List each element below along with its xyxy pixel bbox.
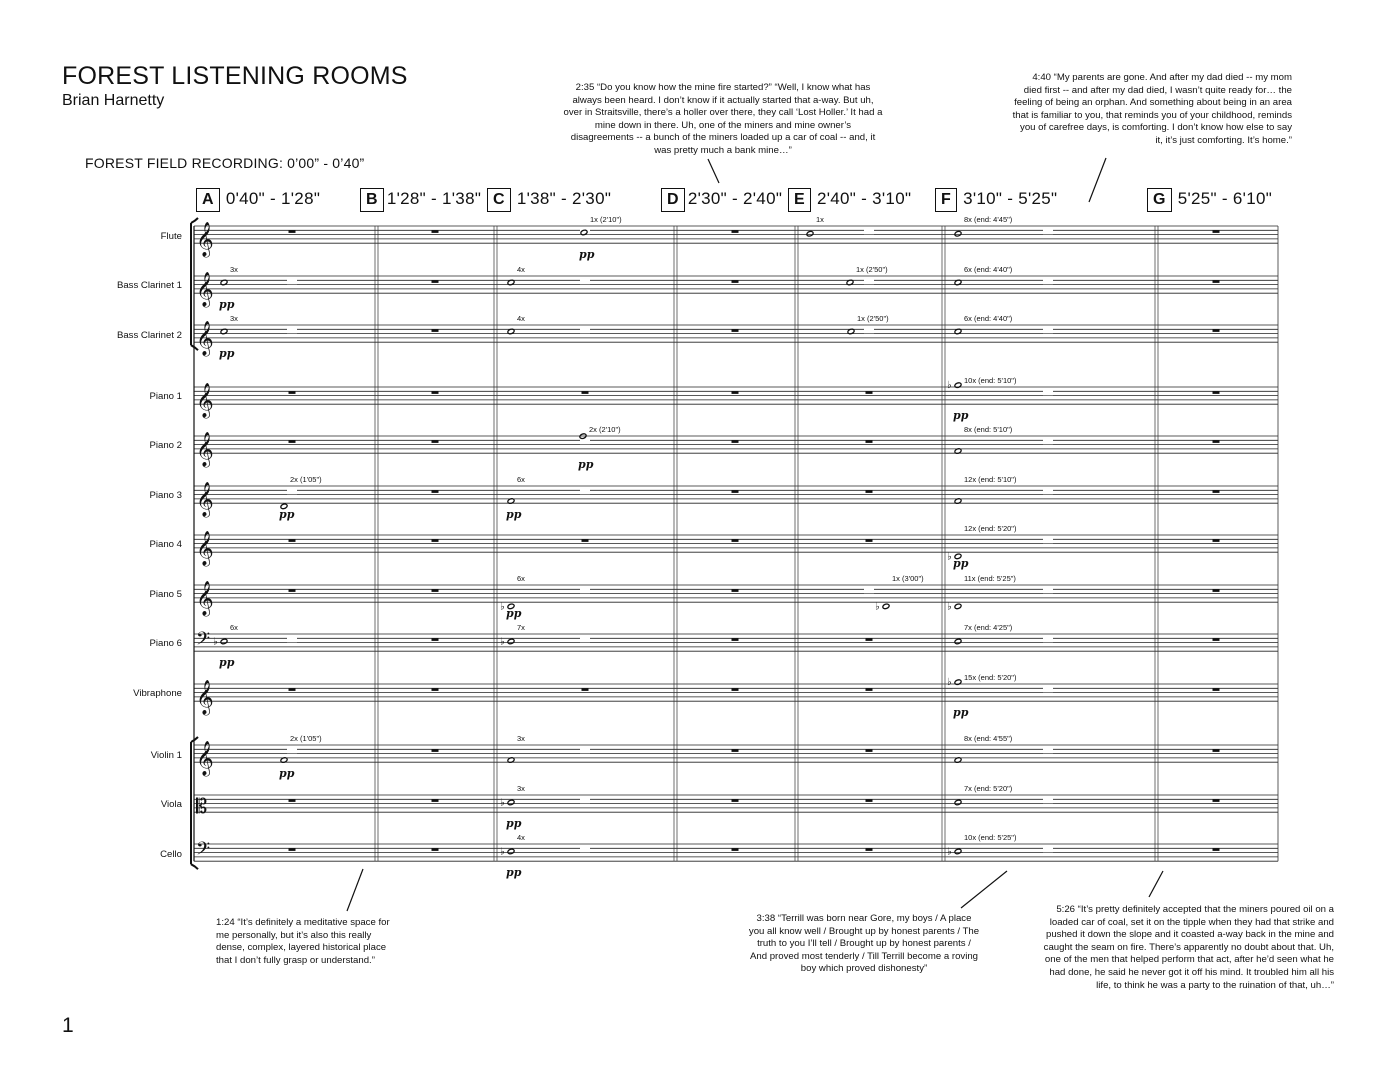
rehearsal-time: 5'25" - 6'10" <box>1177 189 1273 208</box>
whole-rest <box>432 280 439 283</box>
rest-mask <box>580 637 590 642</box>
whole-rest <box>1213 280 1220 283</box>
flat-icon: ♭ <box>875 601 880 613</box>
repeat-annotation: 4x <box>517 833 525 842</box>
repeat-annotation: 7x (end: 5'20") <box>964 784 1013 793</box>
rehearsal-letter: A <box>196 188 220 212</box>
whole-rest <box>432 391 439 394</box>
whole-rest <box>582 539 589 542</box>
whole-rest <box>1213 539 1220 542</box>
rest-mask <box>1043 279 1053 284</box>
repeat-annotation: 2x (2'10") <box>589 425 621 434</box>
repeat-annotation: 11x (end: 5'25") <box>964 574 1016 583</box>
repeat-annotation: 7x (end: 4'25") <box>964 623 1013 632</box>
instrument-label: Piano 1 <box>149 391 182 402</box>
whole-note <box>882 603 890 609</box>
rest-mask <box>580 748 590 753</box>
whole-rest <box>866 688 873 691</box>
whole-rest <box>1213 749 1220 752</box>
rehearsal-time: 2'40" - 3'10" <box>816 189 912 208</box>
whole-rest <box>432 490 439 493</box>
rehearsal-letter: F <box>935 188 957 212</box>
flat-icon: ♭ <box>947 846 952 858</box>
whole-rest <box>866 539 873 542</box>
whole-note <box>954 603 962 609</box>
dynamic-pp: pp <box>279 767 295 781</box>
flat-icon: ♭ <box>500 636 505 648</box>
whole-note <box>954 848 962 854</box>
rehearsal-letter: B <box>360 188 384 212</box>
whole-rest <box>1213 329 1220 332</box>
dynamic-pp: pp <box>506 866 522 880</box>
whole-rest <box>732 490 739 493</box>
rest-mask <box>864 588 874 593</box>
whole-rest <box>289 539 296 542</box>
instrument-label: Bass Clarinet 1 <box>116 280 182 291</box>
treble-clef-icon: 𝄞 <box>196 741 214 777</box>
treble-clef-icon: 𝄞 <box>196 482 214 518</box>
flat-icon: ♭ <box>947 601 952 613</box>
repeat-annotation: 3x <box>230 314 238 323</box>
whole-note <box>806 231 814 237</box>
rest-mask <box>580 588 590 593</box>
treble-clef-icon: 𝄞 <box>196 680 214 716</box>
repeat-annotation: 12x (end: 5'10") <box>964 475 1017 484</box>
flat-icon: ♭ <box>500 797 505 809</box>
whole-rest <box>432 230 439 233</box>
rest-mask <box>1043 748 1053 753</box>
flat-icon: ♭ <box>947 551 952 563</box>
whole-note <box>507 848 515 854</box>
rest-mask <box>1043 847 1053 852</box>
whole-rest <box>432 440 439 443</box>
rest-mask <box>1043 489 1053 494</box>
quote-leader-line <box>347 869 363 911</box>
whole-note <box>220 638 228 644</box>
repeat-annotation: 12x (end: 5'20") <box>964 524 1017 533</box>
rehearsal-time: 3'10" - 5'25" <box>963 189 1058 208</box>
instrument-label: Piano 2 <box>149 440 182 451</box>
repeat-annotation: 7x <box>517 623 525 632</box>
repeat-annotation: 8x (end: 4'45") <box>964 215 1013 224</box>
rest-mask <box>580 489 590 494</box>
whole-rest <box>289 440 296 443</box>
whole-rest <box>432 589 439 592</box>
whole-rest <box>432 329 439 332</box>
alto-clef-icon: 𝄡 <box>196 794 208 819</box>
repeat-annotation: 1x (2'10") <box>590 215 622 224</box>
repeat-annotation: 2x (1'05") <box>290 734 322 743</box>
whole-rest <box>732 799 739 802</box>
dynamic-pp: pp <box>578 458 594 472</box>
instrument-label: Piano 6 <box>149 638 182 649</box>
whole-rest <box>866 440 873 443</box>
rest-mask <box>287 748 297 753</box>
repeat-annotation: 3x <box>517 784 525 793</box>
dynamic-pp: pp <box>506 607 522 621</box>
whole-rest <box>1213 848 1220 851</box>
rest-mask <box>580 439 590 444</box>
page-number: 1 <box>62 1014 74 1037</box>
dynamic-pp: pp <box>953 706 969 720</box>
whole-rest <box>732 848 739 851</box>
dynamic-pp: pp <box>219 347 235 361</box>
whole-rest <box>866 638 873 641</box>
repeat-annotation: 3x <box>230 265 238 274</box>
repeat-annotation: 6x <box>230 623 238 632</box>
field-recording-label: FOREST FIELD RECORDING: 0’00” - 0’40” <box>85 155 365 171</box>
rest-mask <box>287 489 297 494</box>
dynamic-pp: pp <box>506 508 522 522</box>
repeat-annotation: 6x <box>517 475 525 484</box>
flat-icon: ♭ <box>947 677 952 689</box>
repeat-annotation: 1x (2'50") <box>857 314 889 323</box>
whole-note <box>954 231 962 237</box>
dynamic-pp: pp <box>279 508 295 522</box>
flat-icon: ♭ <box>500 601 505 613</box>
rest-mask <box>864 229 874 234</box>
whole-note <box>954 638 962 644</box>
whole-rest <box>432 799 439 802</box>
rehearsal-time: 2'30" - 2'40" <box>687 189 783 208</box>
rest-mask <box>1043 328 1053 333</box>
rest-mask <box>1043 687 1053 692</box>
rehearsal-letter: D <box>661 188 685 212</box>
repeat-annotation: 3x <box>517 734 525 743</box>
repeat-annotation: 10x (end: 5'10") <box>964 376 1017 385</box>
rehearsal-time: 1'38" - 2'30" <box>516 189 612 208</box>
quote-leader-line <box>1089 158 1106 202</box>
treble-clef-icon: 𝄞 <box>196 383 214 419</box>
whole-rest <box>1213 440 1220 443</box>
rest-mask <box>1043 588 1053 593</box>
instrument-label: Piano 4 <box>149 539 182 550</box>
whole-rest <box>732 589 739 592</box>
whole-rest <box>289 848 296 851</box>
whole-rest <box>432 688 439 691</box>
dynamic-pp: pp <box>579 248 595 262</box>
whole-rest <box>732 280 739 283</box>
whole-rest <box>289 589 296 592</box>
rest-mask <box>580 279 590 284</box>
flat-icon: ♭ <box>947 380 952 392</box>
whole-note <box>507 799 515 805</box>
flat-icon: ♭ <box>500 846 505 858</box>
whole-rest <box>1213 638 1220 641</box>
quote-leader-line <box>708 159 719 183</box>
quote-2-35: 2:35 “Do you know how the mine fire started?” “Well, I know what has always been heard. I don’t know if it actually started that a-way. But uh, over in Straitsville, there’s a holler over there, they call ‘Lost Holler.’ It had a mine down in there. Uh, one of the miners and mine owner’s disagreements -- a bunch of the miners loaded up a car of coal -- and, it was pretty much a bank mine…” <box>563 82 883 156</box>
quote-leader-line <box>961 871 1007 908</box>
bass-clef-icon: 𝄢 <box>196 838 211 864</box>
whole-rest <box>866 799 873 802</box>
whole-rest <box>732 391 739 394</box>
whole-rest <box>732 539 739 542</box>
instrument-label: Flute <box>160 231 182 242</box>
rest-mask <box>1043 390 1053 395</box>
quote-4-40: 4:40 “My parents are gone. And after my dad died -- my mom died first -- and after my dad died, I wasn’t quite ready for… the feeling of being an orphan. And something about being in an area that is familiar to you, that reminds you of your childhood, reminds you of carefree days, is comforting. I don’t know how else to say it, it’s just comforting. It’s home.” <box>1012 72 1292 146</box>
rest-mask <box>287 328 297 333</box>
whole-rest <box>432 749 439 752</box>
quote-5-26: 5:26 “It’s pretty definitely accepted that the miners poured oil on a loaded car of coal, set it on the tipple when they had that strike and pushed it down the slope and it coasted a-way back in the mine and caught the seam on fire. There’s apparently no doubt about that. Uh, one of the men that helped perform that act, after he’d seen what he had done, he said he never got it off his mind. It troubled him all his life, to think he was a party to the ruination of that, uh…” <box>1043 904 1334 991</box>
treble-clef-icon: 𝄞 <box>196 432 214 468</box>
whole-rest <box>582 688 589 691</box>
whole-rest <box>1213 688 1220 691</box>
rest-mask <box>1043 439 1053 444</box>
whole-rest <box>1213 391 1220 394</box>
dynamic-pp: pp <box>219 298 235 312</box>
instrument-label: Cello <box>160 849 182 860</box>
rest-mask <box>580 798 590 803</box>
repeat-annotation: 6x <box>517 574 525 583</box>
rehearsal-time: 1'28" - 1'38" <box>386 189 482 208</box>
instrument-label: Violin 1 <box>150 750 182 761</box>
treble-clef-icon: 𝄞 <box>196 222 214 258</box>
repeat-annotation: 6x (end: 4'40") <box>964 314 1013 323</box>
whole-rest <box>289 230 296 233</box>
rehearsal-time: 0'40" - 1'28" <box>225 189 321 208</box>
rest-mask <box>864 279 874 284</box>
dynamic-pp: pp <box>506 817 522 831</box>
dynamic-pp: pp <box>219 656 235 670</box>
score-title: FOREST LISTENING ROOMS <box>62 62 408 90</box>
repeat-annotation: 2x (1'05") <box>290 475 322 484</box>
rest-mask <box>287 637 297 642</box>
dynamic-pp: pp <box>953 557 969 571</box>
repeat-annotation: 8x (end: 4'55") <box>964 734 1013 743</box>
treble-clef-icon: 𝄞 <box>196 272 214 308</box>
rehearsal-letter: C <box>487 188 511 212</box>
rest-mask <box>1043 229 1053 234</box>
whole-note <box>507 638 515 644</box>
whole-rest <box>732 230 739 233</box>
quote-leader-line <box>1149 871 1163 897</box>
quote-1-24: 1:24 “It’s definitely a meditative space for me personally, but it’s also this really dense, complex, layered historical place that I don’t fully grasp or understand.” <box>216 917 390 966</box>
repeat-annotation: 1x <box>816 215 824 224</box>
flat-icon: ♭ <box>213 636 218 648</box>
quote-3-38: 3:38 “Terrill was born near Gore, my boys / A place you all know well / Brought up by honest parents / The truth to you I’ll tell / Brought up by honest parents / And proved most tenderly / Till Terrill become a roving boy which proved dishonesty” <box>748 913 980 975</box>
rest-mask <box>580 328 590 333</box>
rest-mask <box>287 279 297 284</box>
whole-rest <box>732 688 739 691</box>
whole-note <box>954 799 962 805</box>
treble-clef-icon: 𝄞 <box>196 581 214 617</box>
repeat-annotation: 6x (end: 4'40") <box>964 265 1013 274</box>
whole-rest <box>732 749 739 752</box>
treble-clef-icon: 𝄞 <box>196 531 214 567</box>
repeat-annotation: 15x (end: 5'20") <box>964 673 1017 682</box>
whole-rest <box>1213 490 1220 493</box>
rehearsal-letter: E <box>788 188 811 212</box>
whole-rest <box>866 848 873 851</box>
composer-name: Brian Harnetty <box>62 92 165 109</box>
dynamic-pp: pp <box>953 409 969 423</box>
rest-mask <box>1043 637 1053 642</box>
repeat-annotation: 10x (end: 5'25") <box>964 833 1017 842</box>
rest-mask <box>580 847 590 852</box>
rehearsal-letter: G <box>1147 188 1172 212</box>
whole-rest <box>432 638 439 641</box>
repeat-annotation: 4x <box>517 265 525 274</box>
whole-rest <box>866 490 873 493</box>
instrument-label: Vibraphone <box>133 688 182 699</box>
bass-clef-icon: 𝄢 <box>196 628 211 654</box>
whole-rest <box>732 638 739 641</box>
instrument-label: Piano 5 <box>149 589 182 600</box>
repeat-annotation: 8x (end: 5'10") <box>964 425 1013 434</box>
whole-rest <box>732 440 739 443</box>
repeat-annotation: 4x <box>517 314 525 323</box>
rest-mask <box>1043 798 1053 803</box>
repeat-annotation: 1x (3'00") <box>892 574 924 583</box>
whole-rest <box>732 329 739 332</box>
whole-rest <box>866 391 873 394</box>
treble-clef-icon: 𝄞 <box>196 321 214 357</box>
whole-rest <box>289 799 296 802</box>
whole-rest <box>866 749 873 752</box>
whole-rest <box>582 391 589 394</box>
instrument-label: Bass Clarinet 2 <box>116 330 182 341</box>
instrument-label: Piano 3 <box>149 490 182 501</box>
whole-rest <box>1213 230 1220 233</box>
rest-mask <box>864 328 874 333</box>
whole-rest <box>432 848 439 851</box>
instrument-label: Viola <box>160 799 182 810</box>
whole-rest <box>1213 799 1220 802</box>
repeat-annotation: 1x (2'50") <box>856 265 888 274</box>
whole-rest <box>432 539 439 542</box>
whole-rest <box>1213 589 1220 592</box>
rest-mask <box>1043 538 1053 543</box>
whole-rest <box>289 688 296 691</box>
whole-rest <box>289 391 296 394</box>
